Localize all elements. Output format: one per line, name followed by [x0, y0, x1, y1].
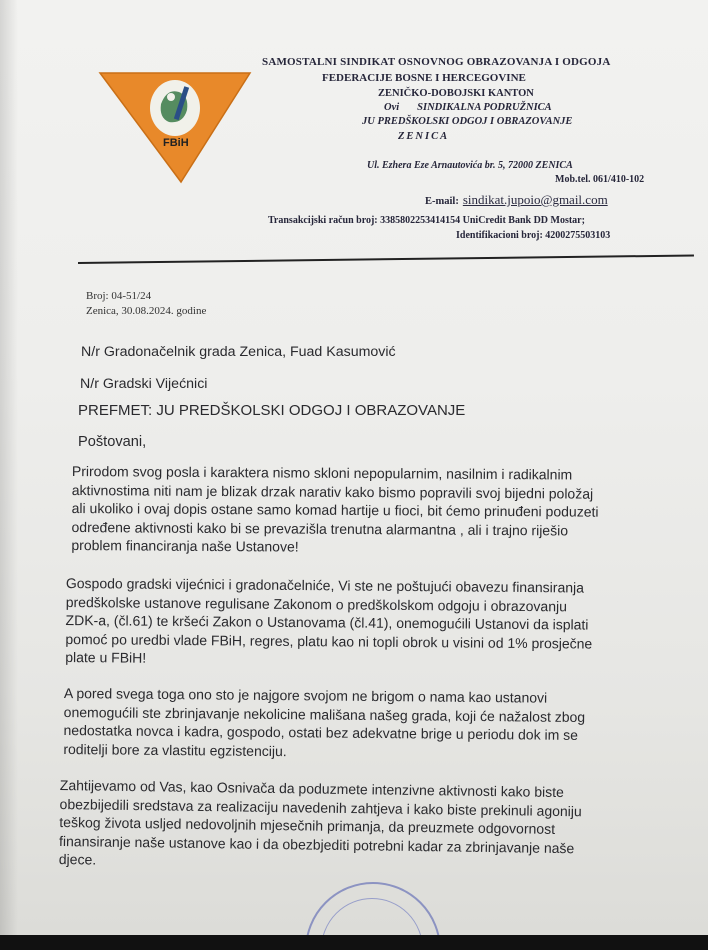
org-name-line3: ZENIČKO-DOBOJSKI KANTON: [378, 88, 534, 99]
paragraph-line: nedostatka novca i kadra, gospodo, ostati bez adekvatne brige u periodu dok im se: [63, 722, 579, 744]
paragraph-line: ZDK-a, (čl.61) te kršeći Zakon o Ustanovama (čl.41), onemogućili Ustanovi da isplati: [65, 612, 589, 633]
email-link[interactable]: sindikat.jupoio@gmail.com: [462, 192, 608, 207]
paragraph-line: predškolske ustanove regulisane Zakonom o predškolskom odgoju i obrazovanju: [65, 593, 567, 614]
reference-number: Broj: 04-51/24: [86, 290, 152, 302]
logo-dot: [167, 93, 175, 101]
org-branch: SINDIKALNA PODRUŽNICA: [417, 102, 552, 113]
place-date: Zenica, 30.08.2024. godine: [86, 305, 207, 317]
subject-line: PREFMET: JU PREDŠKOLSKI ODGOJ I OBRAZOVANJE: [78, 402, 466, 419]
official-stamp: [305, 882, 441, 935]
page-shadow: [0, 0, 18, 935]
union-logo: [95, 70, 255, 185]
paragraph-line: određene aktivnosti kako bi se prevazišla trenutna alarmantna , ali i trajno riješio: [71, 518, 569, 539]
photo-bottom-edge: [0, 935, 708, 950]
paragraph-line: Gospodo gradski vijećnici i gradonačelniće, Vi ste ne poštujući obavezu finansiranja: [65, 574, 585, 596]
paragraph-line: problem financiranja naše Ustanove!: [71, 537, 299, 555]
greeting: Poštovani,: [78, 434, 147, 450]
stamp-inner-ring: [321, 898, 423, 935]
paragraph-line: teškog života usljed nedovoljnih mjesečnih primanja, da preuzmete odgovornost: [59, 814, 556, 838]
paragraph-line: aktivnostima niti nam je blizak drzak narativ kako bismo popravili svoj bijedni položaj: [71, 481, 594, 502]
email-label: E-mail:: [425, 196, 459, 207]
paragraph-line: djece.: [58, 851, 97, 868]
paragraph-line: A pored svega toga ono sto je najgore svojom ne brigom o nama kao ustanovi: [63, 684, 548, 706]
org-mobile: Mob.tel. 061/410-102: [555, 174, 645, 185]
recipient-mayor: N/r Gradonačelnik grada Zenica, Fuad Kasumović: [81, 344, 396, 360]
paragraph-1: [71, 462, 598, 559]
bank-account: Transakcijski račun broj: 3385802253414154 UniCredit Bank DD Mostar;: [268, 215, 585, 226]
paragraph-line: onemogućili ste zbrinjavanje nekolicine mališana našeg grada, koji će nažalost zbog: [63, 703, 586, 725]
paragraph-line: pomoć po uredbi vlade FBiH, regres, platu kao ni topli obrok u visini od 1% prosječne: [65, 630, 593, 652]
paragraph-line: finansiranje naše ustanove kao i da obezbjediti potrebni kadar za zbrinjavanje naše: [58, 832, 575, 856]
paragraph-line: Prirodom svog posla i karaktera nismo skloni nepopularnim, nasilnim i radikalnim: [71, 462, 573, 483]
org-name-line4: [384, 102, 552, 113]
org-name-line6: ZENICA: [398, 131, 450, 142]
org-name-line5: JU PREDŠKOLSKI ODGOJ I OBRAZOVANJE: [362, 116, 573, 127]
paragraph-line: roditelji bore za vlastitu egzistenciju.: [63, 740, 287, 759]
paragraph-line: Zahtijevamo od Vas, kao Osnivača da poduzmete intenzivne aktivnosti kako biste: [59, 776, 564, 801]
paragraph-line: plate u FBiH!: [65, 649, 147, 667]
email-row: [425, 192, 608, 208]
header-divider: [78, 254, 694, 264]
paragraph-4: [59, 776, 582, 876]
org-prefix: Ovi: [384, 102, 400, 113]
logo-text: FBiH: [163, 137, 189, 149]
id-number: Identifikacioni broj: 4200275503103: [456, 230, 611, 241]
paragraph-2: [65, 574, 593, 672]
recipient-council: N/r Gradski Vijećnici: [80, 376, 208, 392]
paragraph-line: ali ukoliko i ovaj dopis ostane samo komad hartije u fioci, bit ćemo prinuđeni poduzeti: [71, 500, 599, 520]
org-name-line1: SAMOSTALNI SINDIKAT OSNOVNOG OBRAZOVANJA I ODGOJA: [262, 56, 611, 68]
org-address: Ul. Ezhera Eze Arnautovića br. 5, 72000 ZENICA: [367, 160, 573, 171]
org-name-line2: FEDERACIJE BOSNE I HERCEGOVINE: [322, 72, 526, 84]
paragraph-3: [63, 684, 585, 763]
paragraph-line: obezbijedili sredstava za realizaciju navedenih zahtjeva i kako biste prekinuli agoniju: [59, 795, 582, 819]
